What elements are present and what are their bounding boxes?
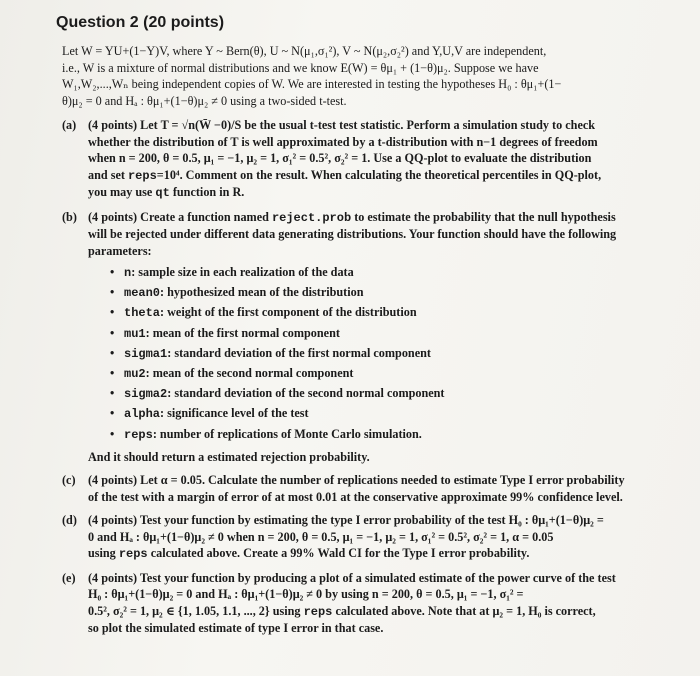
part-c-line: of the test with a margin of error of at most 0.01 at the conservative approximate 99% confidence level.	[88, 489, 623, 504]
list-item: • mu2: mean of the second normal component	[110, 366, 354, 382]
part-a-line: and set reps=10⁴. Comment on the result. When calculating the theoretical percentiles in QQ-plot,	[88, 167, 602, 183]
param-name: reps	[124, 427, 153, 442]
code-reps: reps	[303, 604, 333, 619]
param-name: n	[124, 266, 132, 280]
part-b-line: will be rejected under different data generating distributions. Your function should have the following	[88, 227, 617, 241]
param-name: alpha	[124, 407, 161, 422]
param-name: theta	[124, 306, 161, 321]
param-name: sigma2	[124, 387, 168, 402]
code-reps: reps	[127, 168, 157, 183]
part-b-line: (4 points) Create a function named reject.prob to estimate the probability that the null hypothesis	[88, 209, 616, 225]
intro-line: Let W = YU+(1−Y)V, where Y ~ Bern(θ), U ~ N(μ₁,σ₁²), V ~ N(μ₂,σ₂²) and Y,U,V are independent,	[62, 44, 547, 58]
param-desc: : sample size in each realization of the data	[131, 265, 354, 279]
list-item: • mu1: mean of the first normal component	[110, 325, 340, 341]
part-e-line: 0.5², σ₂² = 1, μ₂ ∈ {1, 1.05, 1.1, ..., 2} using reps calculated above. Note that at μ₂ = 1, H₀ is correct,	[88, 603, 596, 619]
part-d-label: (d)	[62, 513, 77, 528]
question-title: Question 2 (20 points)	[56, 14, 225, 31]
param-desc: : significance level of the test	[160, 406, 309, 421]
list-item: • sigma1: standard deviation of the first normal component	[110, 345, 431, 361]
part-d-line: 0 and Hₐ : θμ₁+(1−θ)μ₂ ≠ 0 when n = 200, θ = 0.5, μ₁ = −1, μ₂ = 1, σ₁² = 0.5², σ₂² = 1, α = 0.05	[88, 529, 554, 544]
intro-line: θ)μ₂ = 0 and Hₐ : θμ₁+(1−θ)μ₂ ≠ 0 using a two-sided t-test.	[62, 93, 347, 108]
param-desc: : mean of the first normal component	[145, 325, 340, 340]
part-b-label: (b)	[62, 209, 77, 224]
param-desc: : mean of the second normal component	[145, 366, 354, 381]
param-name: sigma1	[124, 346, 168, 361]
param-desc: : weight of the first component of the distribution	[160, 305, 417, 320]
part-a-line: you may use qt function in R.	[88, 185, 245, 200]
part-c	[62, 472, 668, 505]
param-desc: : hypothesized mean of the distribution	[160, 285, 364, 300]
part-b-return-note: And it should return a estimated rejection probability.	[88, 449, 370, 464]
question-intro	[62, 43, 668, 109]
list-item: • mean0: hypothesized mean of the distribution	[110, 285, 364, 301]
param-desc: : standard deviation of the second normal component	[167, 386, 445, 401]
part-b	[62, 209, 668, 466]
param-name: mean0	[124, 286, 161, 301]
part-e-line: (4 points) Test your function by producing a plot of a simulated estimate of the power curve of the test	[88, 570, 616, 585]
list-item: • reps: number of replications of Monte Carlo simulation.	[110, 426, 422, 442]
part-e-label: (e)	[62, 570, 76, 585]
code-qt: qt	[155, 186, 170, 200]
list-item: • alpha: significance level of the test	[110, 406, 309, 422]
part-c-line: (4 points) Let α = 0.05. Calculate the number of replications needed to estimate Type I error probability	[88, 473, 625, 488]
param-desc: : standard deviation of the first normal component	[167, 345, 431, 360]
list-item: • sigma2: standard deviation of the second normal component	[110, 386, 445, 402]
intro-line: i.e., W is a mixture of normal distributions and we know E(W) = θμ₁ + (1−θ)μ₂. Suppose we have	[62, 60, 539, 75]
part-a-label: (a)	[62, 118, 77, 132]
part-c-label: (c)	[62, 473, 76, 488]
part-b-line: parameters:	[88, 243, 152, 258]
part-d-line: (4 points) Test your function by estimating the type I error probability of the test H₀ : θμ₁+(1−θ)μ₂ =	[88, 513, 604, 528]
param-name: mu1	[124, 326, 146, 341]
param-name: mu2	[124, 367, 146, 382]
intro-line: W₁,W₂,...,Wₙ being independent copies of W. We are interested in testing the hypotheses H₀ : θμ₁+(1−	[62, 77, 562, 91]
code-reject-prob: reject.prob	[271, 210, 352, 225]
param-desc: : number of replications of Monte Carlo simulation.	[152, 426, 422, 441]
part-a	[62, 117, 668, 202]
part-a-line: whether the distribution of T is well approximated by a t-distribution with n−1 degrees of freedom	[88, 134, 598, 149]
part-a-line: when n = 200, θ = 0.5, μ₁ = −1, μ₂ = 1, σ₁² = 0.5², σ₂² = 1. Use a QQ-plot to evaluate the distribution	[88, 151, 592, 165]
parameter-list	[88, 263, 668, 445]
part-e-line: H₀ : θμ₁+(1−θ)μ₂ = 0 and Hₐ : θμ₁+(1−θ)μ₂ ≠ 0 by using n = 200, θ = 0.5, μ₁ = −1, σ₁² =	[88, 587, 524, 602]
code-reps: reps	[118, 547, 148, 562]
part-e	[62, 570, 668, 637]
part-d	[62, 512, 668, 563]
list-item: • n: sample size in each realization of the data	[110, 265, 354, 280]
part-e-line: so plot the simulated estimate of type I error in that case.	[88, 621, 384, 636]
part-a-line: (4 points) Let T = √n(W̄ −0)/S be the usual t-test test statistic. Perform a simulation study to check	[88, 118, 596, 132]
list-item: • theta: weight of the first component of the distribution	[110, 305, 417, 321]
part-d-line: using reps calculated above. Create a 99% Wald CI for the Type I error probability.	[88, 546, 530, 562]
